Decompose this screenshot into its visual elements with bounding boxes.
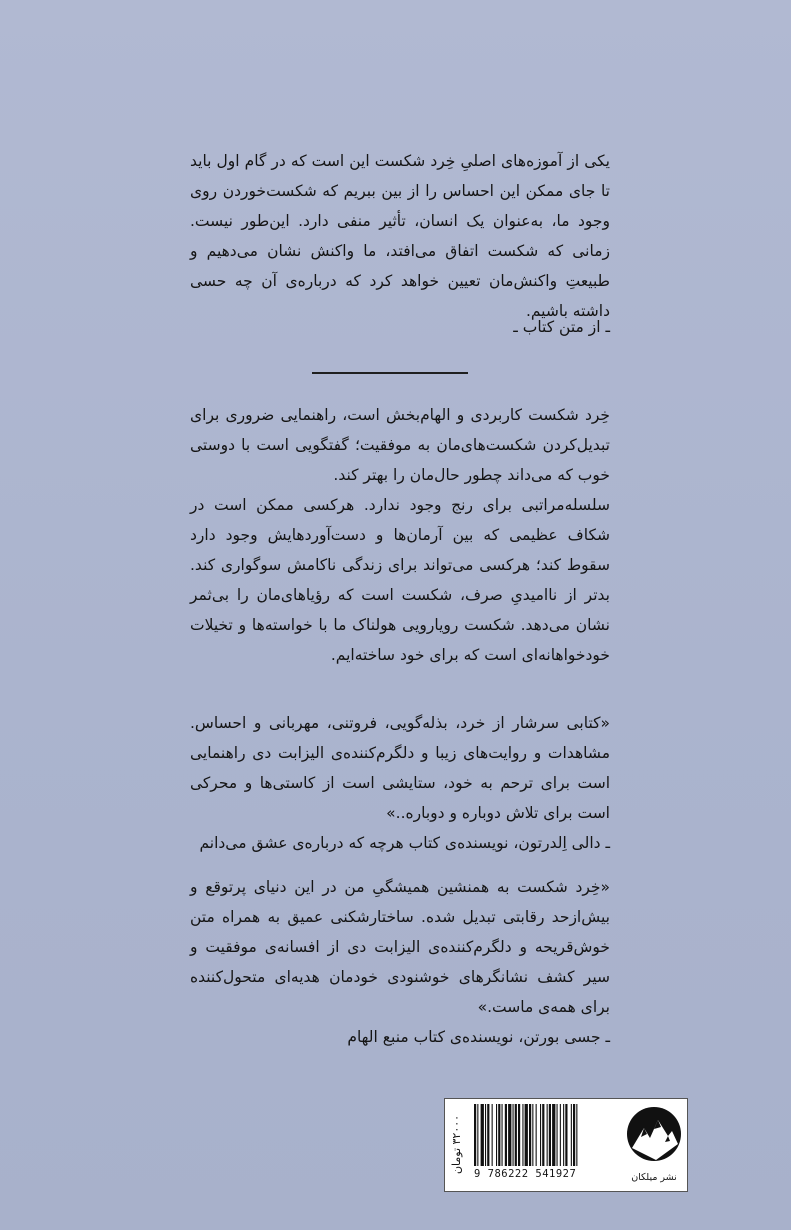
barcode-bar (508, 1104, 511, 1166)
barcode-bar (492, 1104, 493, 1166)
description-paragraph-1: خِرد شکست کاربردی و الهام‌بخش است، راهنمایی ضروری برای تبدیل‌کردن شکست‌های‌مان به موفقیت؛ گفتگویی است با دوستی خوب که می‌داند چطور حال‌مان را بهتر کند. (190, 406, 610, 484)
review-2-attribution: ـ جسی بورتن، نویسنده‌ی کتاب منبع الهام (347, 1028, 610, 1046)
publisher-name: نشر میلکان (631, 1172, 677, 1183)
barcode-bars (474, 1104, 622, 1166)
barcode-bar (542, 1104, 544, 1166)
book-description (190, 400, 610, 670)
barcode-bar (474, 1104, 476, 1166)
price-text: ۳۲۰۰۰ تومان (450, 1114, 464, 1174)
description-paragraph-2: سلسله‌مراتبی برای رنج وجود ندارد. هرکسی ممکن است در شکاف عظیمی که بین آرمان‌ها و دست‌آوردهایش وجود دارد سقوط کند؛ هرکسی می‌تواند برای زندگی ناکامش سوگواری کند. بدتر از ناامیدیِ صرف، شکست است که رؤیاهای‌مان را بی‌ثمر نشان می‌دهد. شکست رویارویی هولناک ما با خواسته‌ها و تخیلات خودخواهانه‌ای است که برای خود ساخته‌ایم. (190, 496, 610, 664)
barcode-bar (557, 1104, 558, 1166)
barcode-bar (565, 1104, 567, 1166)
isbn-number: 9 786222 541927 (474, 1168, 577, 1180)
review-1-text: «کتابی سرشار از خرد، بذله‌گویی، فروتنی، مهربانی و احساس. مشاهدات و روایت‌های زیبا و دلگرم‌کننده‌ی الیزابت دی راهنمایی است برای ترحم به خود، ستایشی است از کاستی‌ها و محرکی است برای تلاش دوباره و دوباره..» (190, 714, 610, 822)
barcode-bar (505, 1104, 507, 1166)
price-label (446, 1100, 468, 1188)
review-1 (190, 708, 610, 858)
barcode-bar (522, 1104, 523, 1166)
barcode-bar (563, 1104, 564, 1166)
barcode-bar (547, 1104, 548, 1166)
barcode-bar (498, 1104, 500, 1166)
barcode-bar (552, 1104, 555, 1166)
review-2 (190, 872, 610, 1052)
review-1-attribution: ـ دالی اِلدرتون، نویسنده‌ی کتاب هرچه که درباره‌ی عشق می‌دانم (199, 834, 610, 852)
barcode-bar (525, 1104, 528, 1166)
barcode-bar (571, 1104, 572, 1166)
barcode-bar (540, 1104, 541, 1166)
barcode-bar (576, 1104, 577, 1166)
barcode-bar (549, 1104, 551, 1166)
barcode-bar (529, 1104, 531, 1166)
barcode-bar (485, 1104, 486, 1166)
barcode-bar (513, 1104, 514, 1166)
barcode-bar (477, 1104, 478, 1166)
excerpt-text: یکی از آموزه‌های اصلیِ خِرد شکست این است که در گام اول باید تا جای ممکن این احساس را از بین ببریم که شکست‌خوردن روی وجود ما، به‌عنوان یک انسان، تأثیر منفی دارد. این‌طور نیست. زمانی که شکست اتفاق می‌افتد، ما واکنش نشان می‌دهیم و طبیعتِ واکنش‌مان تعیین خواهد کرد که درباره‌ی آن چه حسی داشته باشیم. (190, 152, 610, 320)
barcode-bar (532, 1104, 533, 1166)
barcode-bar (560, 1104, 561, 1166)
barcode-bar (515, 1104, 517, 1166)
barcode-bar (536, 1104, 537, 1166)
barcode-bar (573, 1104, 575, 1166)
excerpt-quote (190, 146, 610, 326)
excerpt-source: ـ از متن کتاب ـ (513, 318, 610, 336)
barcode-bar (496, 1104, 497, 1166)
barcode-bar (481, 1104, 484, 1166)
barcode-bar (502, 1104, 503, 1166)
barcode-bar (487, 1104, 489, 1166)
divider-line (312, 372, 468, 374)
review-2-text: «خِرد شکست به همنشین همیشگیِ من در این دنیای پرتوقع و بیش‌ازحد رقابتی تبدیل شده. ساختارشکنی عمیق به همراه متن خوش‌قریحه و دلگرم‌کننده‌ی الیزابت دی از افسانه‌ی موفقیت و سیر کشف نشانگرهای خوشنودی خودمان هدیه‌ای متحول‌کننده برای همه‌ی ماست.» (190, 878, 610, 1016)
barcode-bar (518, 1104, 520, 1166)
